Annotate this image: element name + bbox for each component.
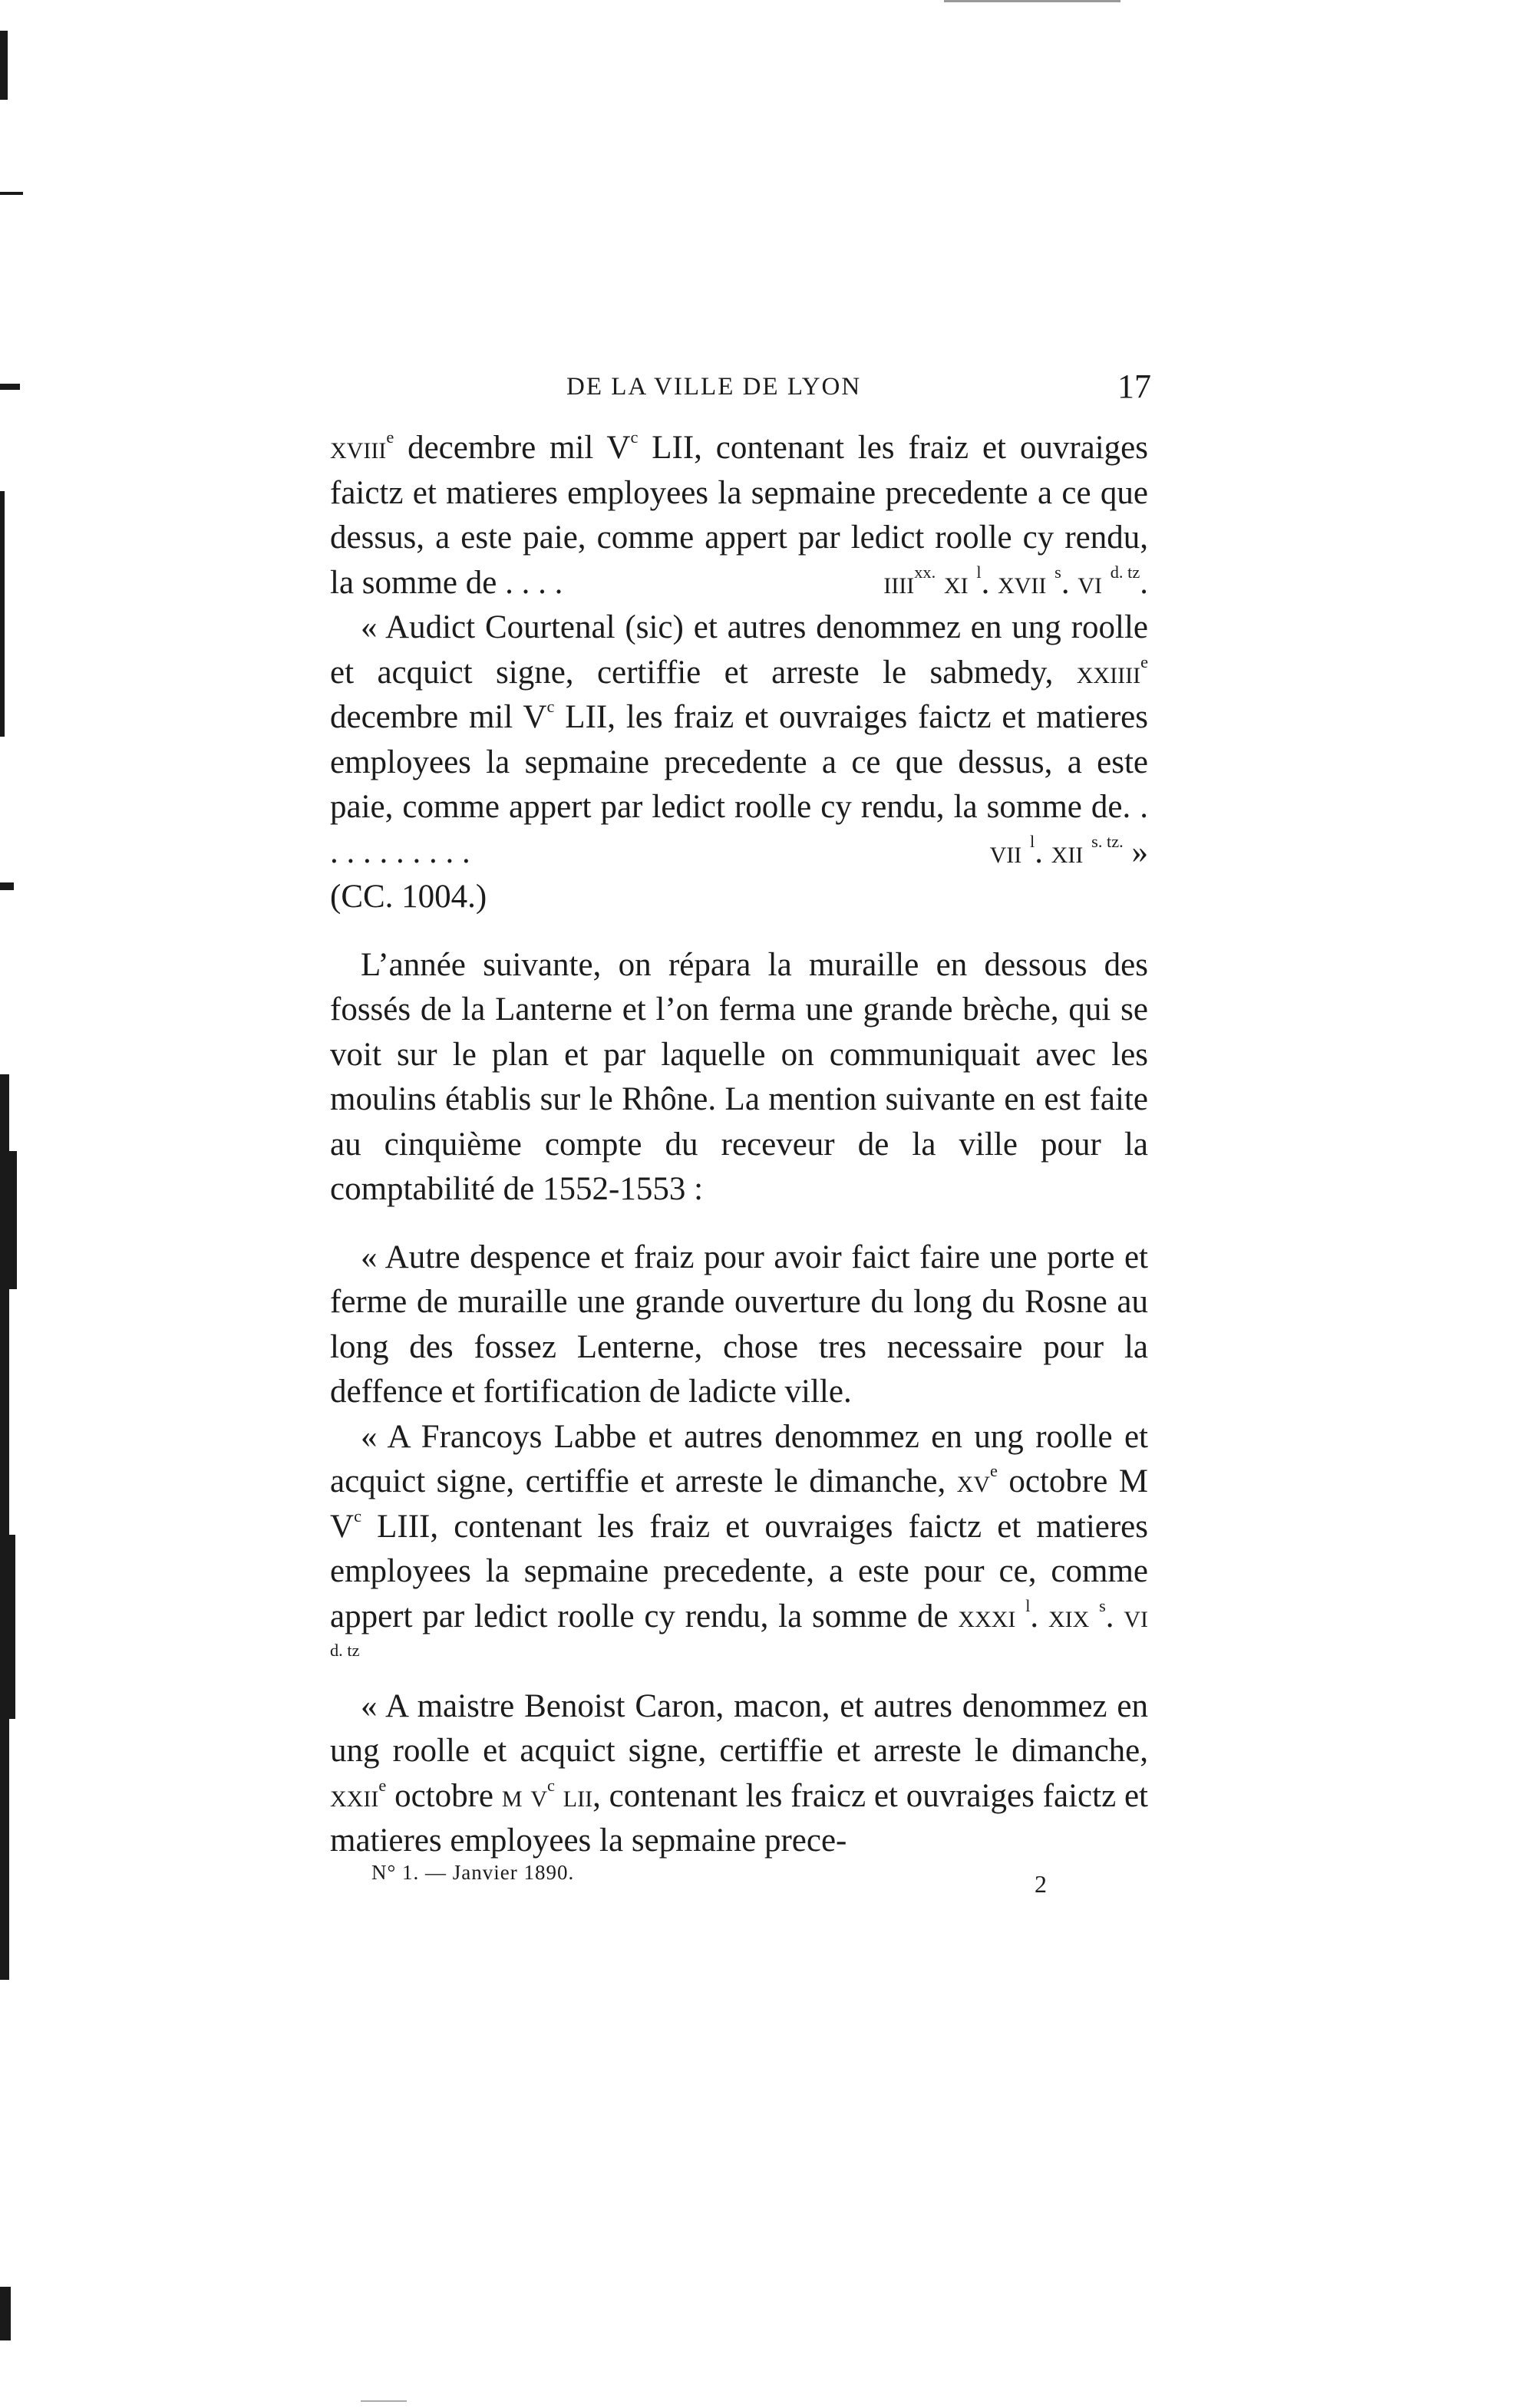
bottom-rule bbox=[361, 2400, 407, 2402]
leader-dots: . . . . bbox=[505, 564, 563, 601]
signature-mark: 2 bbox=[1035, 1870, 1047, 1898]
paragraph-5: « Autre despence et fraiz pour avoir faict faire une porte et ferme de muraille une grande ouverture du long du Rosne au long des fossez Lenterne, chose tres necessaire pour la deffence et fortification de ladicte ville. bbox=[330, 1239, 1148, 1410]
amount: vii $^l$. xii $^{s. tz.}$ » bbox=[989, 831, 1148, 870]
body-text bbox=[330, 426, 1148, 1864]
text-run: LII, les fraiz et ouvraiges faictz et matieres employees la sepmaine precedente a ce que dessus, a este paie, comme appert par ledict roolle cy rendu, la somme de. bbox=[330, 699, 1148, 825]
paragraph-7: « A maistre Benoist Caron, macon, et autres denommez en ung roolle et acquict signe, certiffie et arreste le dimanche, xxii$^e$ octobre m $v^c$ lii, contenant les fraicz et ouvraiges faictz et matieres employees la sepmaine prece- bbox=[330, 1687, 1149, 1859]
text-run: decembre mil V bbox=[394, 430, 631, 466]
amount: iiii$^{xx.}$ xi $^l$. xvii $^s$. vi $^{d. tz}$. bbox=[883, 562, 1148, 601]
superscript: c bbox=[546, 696, 555, 716]
superscript: c bbox=[630, 427, 639, 447]
leader-dots: . . . . . . . . . . bbox=[330, 789, 1148, 870]
paragraph-4: L’année suivante, on répara la muraille en dessous des fossés de la Lanterne et l’on ferma une grande brèche, qui se voit sur le plan et par laquelle on communiquait avec les moulins établis sur le Rhône. La mention suivante en est faite au cinquième compte du receveur de la ville pour la comptabilité de 1552-1553 : bbox=[330, 946, 1148, 1207]
paragraph-2 bbox=[330, 605, 1148, 875]
running-title: DE LA VILLE DE LYON bbox=[566, 373, 862, 401]
issue-line: N° 1. — Janvier 1890. bbox=[371, 1861, 575, 1884]
paragraph-6: « A Francoys Labbe et autres denommez en ung roolle et acquict signe, certiffie et arreste le dimanche, $xv^e$ octobre M $V^c$ LIII, contenant les fraiz et ouvraiges faictz et matieres employees la sepmaine precedente, a este pour ce, comme appert par ledict roolle cy rendu, la somme de xxxi $^l$. xix $^s$. vi $^{d. tz}$ bbox=[330, 1418, 1149, 1660]
page-number: 17 bbox=[1117, 368, 1151, 405]
top-rule bbox=[944, 0, 1120, 2]
text-run: xxiiii bbox=[1076, 654, 1141, 691]
text-run: LII, contenant les fraiz et ouvraiges faictz et matieres employees la sepmaine precedente a ce que dessus, a este paie, comme appert par ledict roolle cy rendu, la somme de bbox=[330, 430, 1148, 601]
superscript: e bbox=[386, 427, 394, 447]
text-run: decembre mil V bbox=[330, 699, 547, 735]
text-run: « Audict Courtenal (sic) et autres denommez en ung roolle et acquict signe, certiffie et arreste le sabmedy, bbox=[330, 609, 1148, 691]
page-edge bbox=[0, 0, 31, 2408]
page-header bbox=[330, 367, 1151, 421]
text-run: xviii bbox=[330, 430, 387, 466]
citation: (CC. 1004.) bbox=[330, 879, 487, 915]
paragraph-1 bbox=[330, 426, 1148, 605]
superscript: e bbox=[1140, 651, 1148, 671]
